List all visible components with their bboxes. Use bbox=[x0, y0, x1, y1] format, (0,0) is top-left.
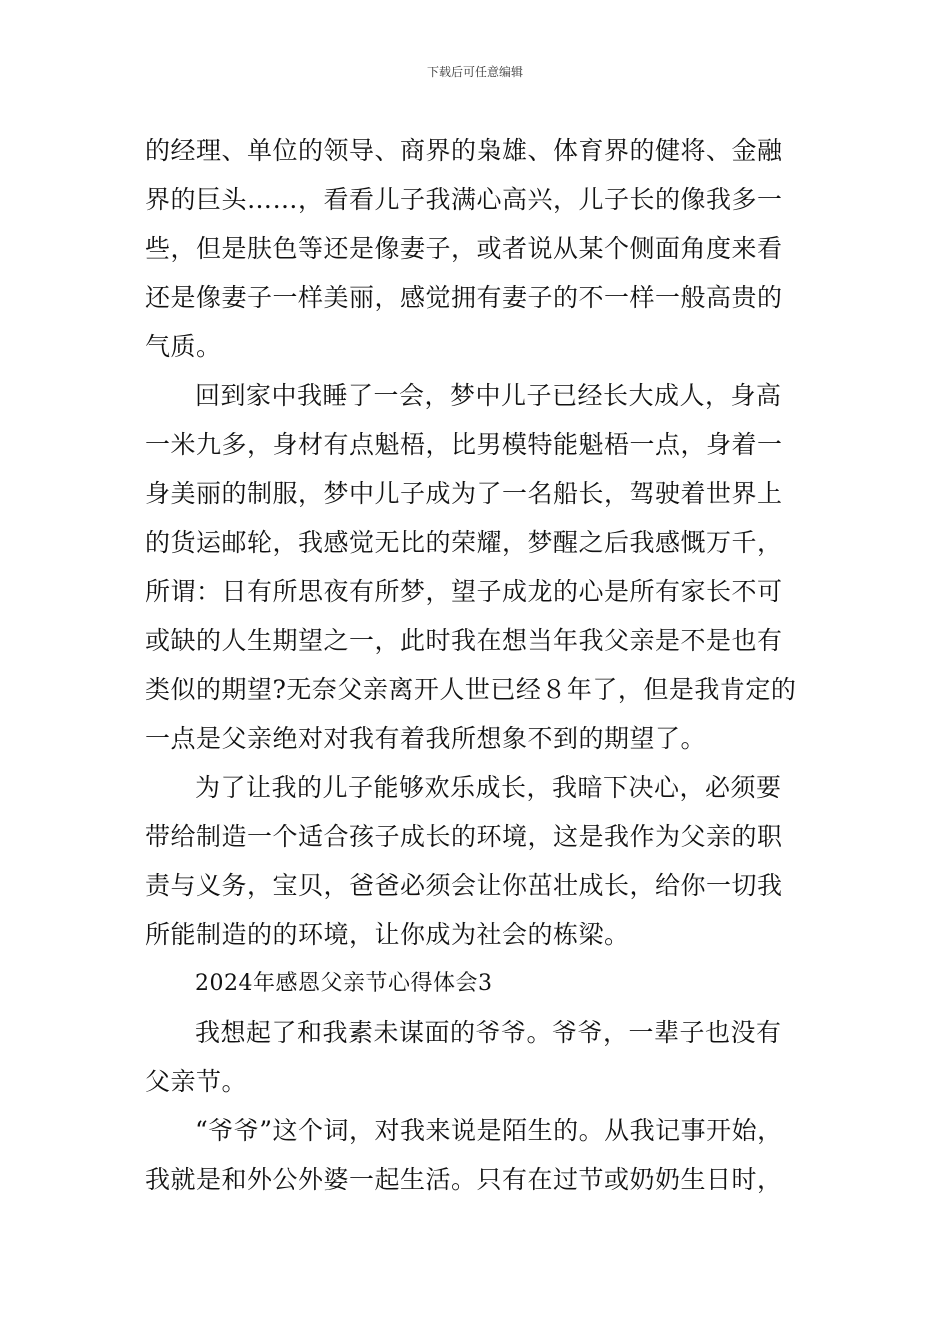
text-line: 所谓：日有所思夜有所梦，望子成龙的心是所有家长不可 bbox=[145, 577, 783, 606]
text-line: 类似的期望?无奈父亲离开人世已经８年了，但是我肯定的 bbox=[145, 675, 797, 704]
paragraph-start-line: “爷爷”这个词，对我来说是陌生的。从我记事开始， bbox=[195, 1116, 783, 1145]
section-heading: 2024年感恩父亲节心得体会3 bbox=[195, 971, 493, 996]
text-line: 的货运邮轮，我感觉无比的荣耀，梦醒之后我感慨万千， bbox=[145, 528, 783, 557]
text-line: 的经理、单位的领导、商界的枭雄、体育界的健将、金融 bbox=[145, 136, 783, 165]
text-line: 责与义务，宝贝，爸爸必须会让你茁壮成长，给你一切我 bbox=[145, 871, 783, 900]
text-line: 父亲节。 bbox=[145, 1067, 248, 1096]
paragraph-start-line: 为了让我的儿子能够欢乐成长，我暗下决心，必须要 bbox=[195, 773, 782, 802]
text-line: 或缺的人生期望之一，此时我在想当年我父亲是不是也有 bbox=[145, 626, 783, 655]
text-line: 身美丽的制服，梦中儿子成为了一名船长，驾驶着世界上 bbox=[145, 479, 783, 508]
text-line: 一米九多，身材有点魁梧，比男模特能魁梧一点，身着一 bbox=[145, 430, 783, 459]
paragraph-start-line: 回到家中我睡了一会，梦中儿子已经长大成人，身高 bbox=[195, 381, 782, 410]
text-line: 界的巨头……，看看儿子我满心高兴，儿子长的像我多一 bbox=[145, 185, 783, 214]
text-line: 气质。 bbox=[145, 332, 222, 361]
text-line: 带给制造一个适合孩子成长的环境，这是我作为父亲的职 bbox=[145, 822, 783, 851]
text-line: 一点是父亲绝对对我有着我所想象不到的期望了。 bbox=[145, 724, 707, 753]
text-line: 我就是和外公外婆一起生活。只有在过节或奶奶生日时， bbox=[145, 1165, 783, 1194]
text-line: 所能制造的的环境，让你成为社会的栋梁。 bbox=[145, 920, 630, 949]
paragraph-start-line: 我想起了和我素未谋面的爷爷。爷爷，一辈子也没有 bbox=[195, 1018, 782, 1047]
text-line: 还是像妻子一样美丽，感觉拥有妻子的不一样一般高贵的 bbox=[145, 283, 783, 312]
document-body bbox=[145, 126, 810, 1204]
text-line: 些，但是肤色等还是像妻子，或者说从某个侧面角度来看 bbox=[145, 234, 783, 263]
page-header-note: 下载后可任意编辑 bbox=[426, 65, 523, 79]
